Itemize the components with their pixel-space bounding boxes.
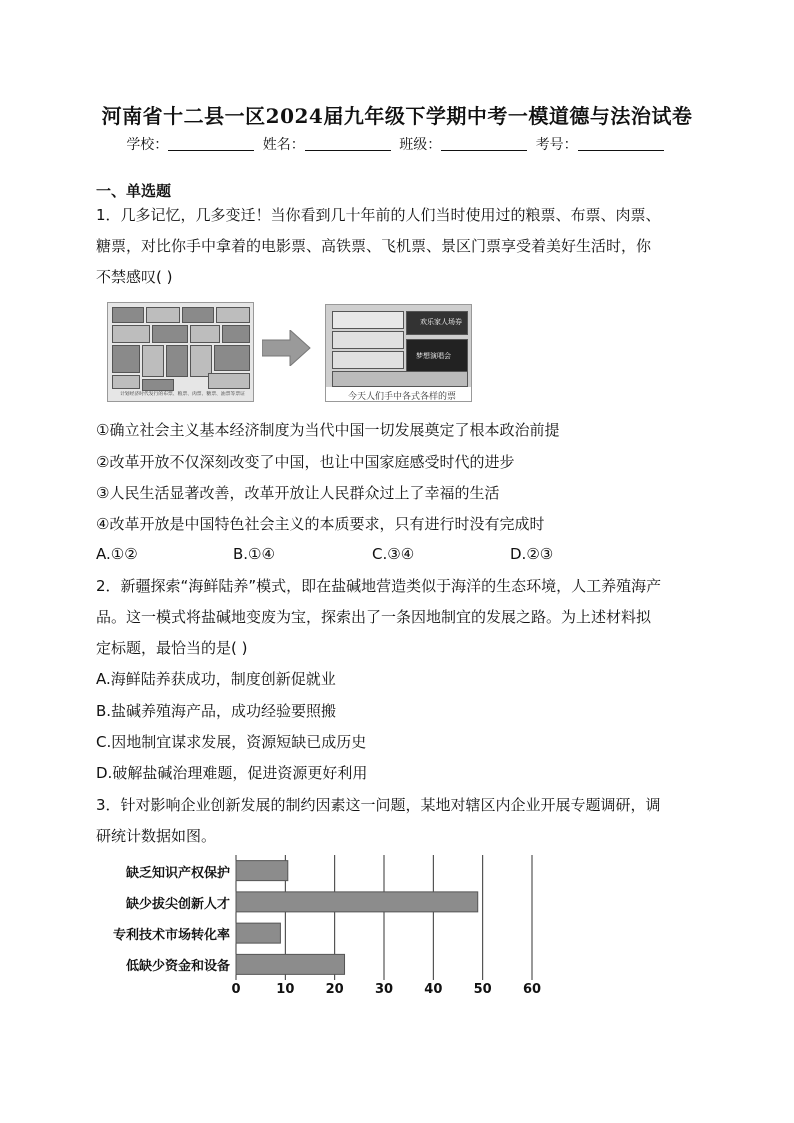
- q1-option-a: A.①②: [96, 545, 138, 563]
- category-label: 专利技术市场转化率: [112, 928, 230, 944]
- q2-line-1: 2．新疆探索“海鲜陆养”模式，即在盐碱地营造类似于海洋的生态环境，人工养殖海产: [96, 577, 662, 595]
- class-label: 班级：: [399, 137, 442, 153]
- name-label: 姓名：: [262, 137, 305, 153]
- left-image-caption: 计划经济时代发行的布票、粮票、肉票、糖票、油票等票证: [120, 390, 245, 396]
- bar: [236, 954, 345, 974]
- bar: [236, 861, 288, 881]
- number-blank: [578, 136, 664, 151]
- modern-tickets-image: [325, 304, 472, 402]
- ticket-text-2: 梦想演唱会: [416, 352, 451, 360]
- q2-option-b: B.盐碱养殖海产品，成功经验要照搬: [96, 702, 337, 720]
- q1-line-2: 糖票，对比你手中拿着的电影票、高铁票、飞机票、景区门票享受着美好生活时，你: [96, 237, 652, 255]
- ticket-text-1: 欢乐家人场券: [420, 318, 462, 326]
- category-label: 缺少拔尖创新人才: [125, 896, 230, 912]
- section-heading: 一、单选题: [96, 182, 172, 200]
- q1-option-b: B.①④: [233, 545, 275, 563]
- q1-statement-4: ④改革开放是中国特色社会主义的本质要求，只有进行时没有完成时: [96, 515, 545, 533]
- q1-statement-1: ①确立社会主义基本经济制度为当代中国一切发展奠定了根本政治前提: [96, 421, 560, 439]
- bar: [236, 923, 280, 943]
- q3-line-1: 3．针对影响企业创新发展的制约因素这一问题，某地对辖区内企业开展专题调研，调: [96, 796, 661, 814]
- q1-statement-3: ③人民生活显著改善，改革开放让人民群众过上了幸福的生活: [96, 484, 500, 502]
- school-label: 学校：: [126, 137, 169, 153]
- x-tick-label: 10: [276, 982, 295, 997]
- x-tick-label: 0: [231, 982, 241, 997]
- page-title: 河南省十二县一区2024届九年级下学期中考一模道德与法治试卷: [101, 104, 693, 128]
- q3-line-2: 研统计数据如图。: [96, 827, 217, 845]
- q1-statement-2: ②改革开放不仅深刻改变了中国，也让中国家庭感受时代的进步: [96, 453, 515, 471]
- right-arrow-icon: [262, 330, 312, 366]
- x-tick-label: 50: [473, 982, 492, 997]
- ration-coupons-image: [107, 302, 254, 402]
- category-label: 低缺少资金和设备: [125, 959, 230, 975]
- q1-line-1: 1．几多记忆，几多变迁！当你看到几十年前的人们当时使用过的粮票、布票、肉票、: [96, 206, 661, 224]
- q2-option-d: D.破解盐碱治理难题，促进资源更好利用: [96, 764, 368, 782]
- q2-line-3: 定标题，最恰当的是( ): [96, 639, 248, 657]
- q2-option-a: A.海鲜陆养获成功，制度创新促就业: [96, 670, 336, 688]
- x-tick-label: 40: [424, 982, 443, 997]
- number-label: 考号：: [535, 137, 578, 153]
- q1-option-d: D.②③: [510, 545, 554, 563]
- right-image-caption: 今天人们手中各式各样的票: [348, 392, 457, 402]
- q2-option-c: C.因地制宜谋求发展，资源短缺已成历史: [96, 733, 367, 751]
- bar: [236, 892, 478, 912]
- x-tick-label: 20: [325, 982, 344, 997]
- name-blank: [305, 136, 391, 151]
- school-blank: [168, 136, 254, 151]
- x-tick-label: 60: [522, 982, 542, 997]
- category-label: 缺乏知识产权保护: [125, 865, 230, 881]
- student-info-line: [0, 134, 794, 154]
- q2-line-2: 品。这一模式将盐碱地变废为宝，探索出了一条因地制宜的发展之路。为上述材料拟: [96, 608, 652, 626]
- x-tick-label: 30: [374, 982, 394, 997]
- q1-option-c: C.③④: [372, 545, 415, 563]
- class-blank: [441, 136, 527, 151]
- q1-line-3: 不禁感叹( ): [96, 268, 173, 286]
